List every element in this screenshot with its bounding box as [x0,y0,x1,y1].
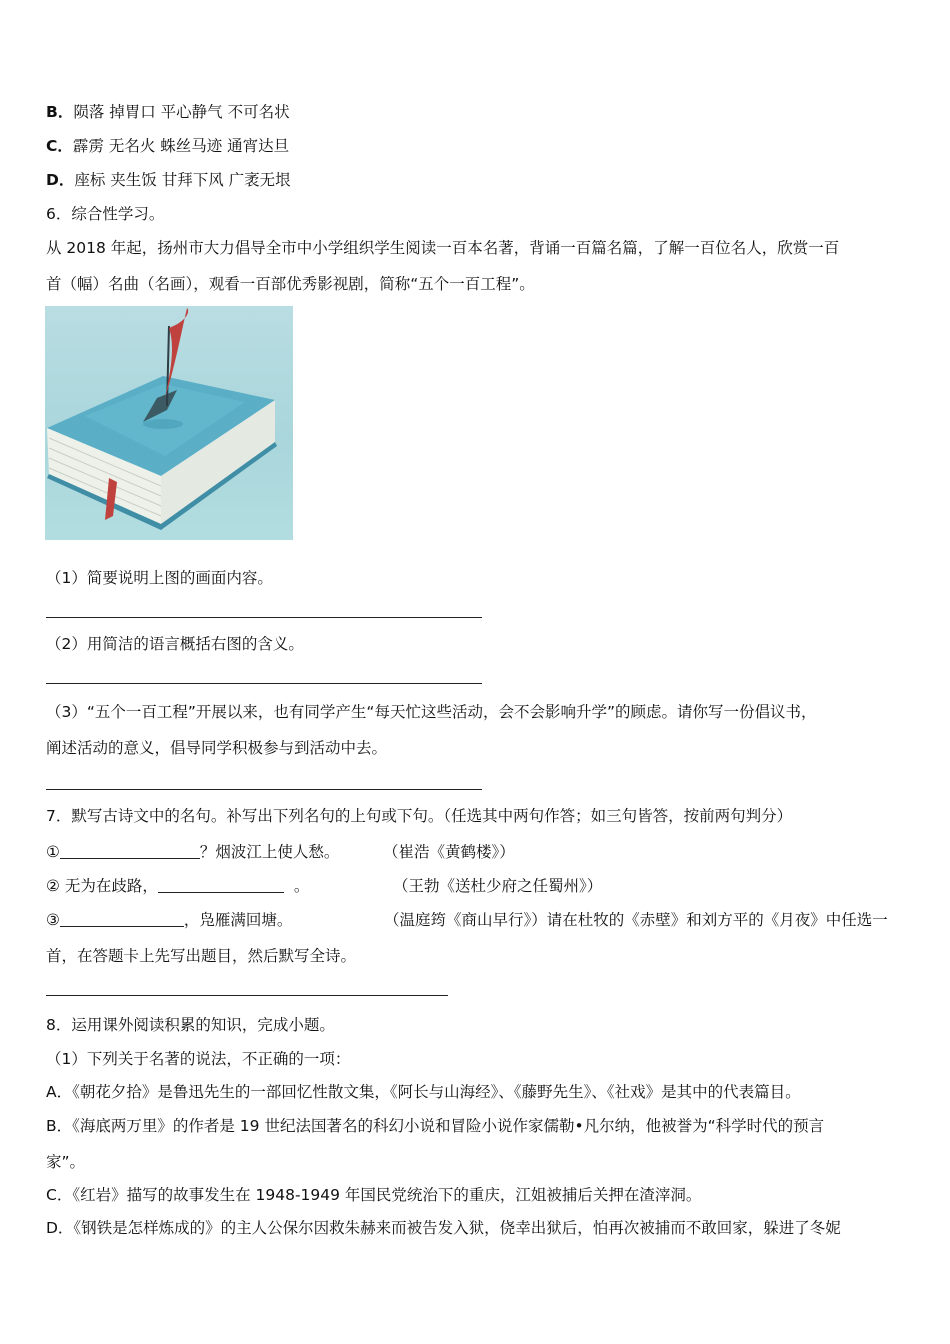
book-sailboat-drawing [45,306,293,540]
q8-option-a: A．《朝花夕拾》是鲁迅先生的一部回忆性散文集，《阿长与山海经》、《藤野先生》、《社戏》是其中的代表篇目。 [46,1083,801,1101]
item-number: ③ [46,911,60,929]
option-letter: D． [46,171,75,189]
item-text: ？烟波江上使人愁。 [199,843,340,861]
q6-sub3-line2: 阐述活动的意义，倡导同学积极参与到活动中去。 [46,739,388,757]
q8-option-c: C．《红岩》描写的故事发生在 1948-1949 年国民党统治下的重庆，江姐被捕后关押在渣滓洞。 [46,1186,702,1204]
q7-item3 [46,910,910,930]
item-text: ，凫雁满回塘。 [183,911,293,929]
option-text: 陨落 掉胃口 平心静气 不可名状 [73,103,290,121]
item-source: （王勃《送杜少府之任蜀州》） [393,877,603,895]
option-text: 霹雳 无名火 蛛丝马迹 通宵达旦 [72,137,290,155]
item-source: （崔浩《黄鹤楼》） [383,843,515,861]
q6-sub2: （2）用简洁的语言概括右图的含义。 [46,635,304,653]
option-text: 座标 夹生饭 甘拜下风 广袤无垠 [74,171,291,189]
q8-sub1: （1）下列关于名著的说法，不正确的一项： [46,1050,351,1068]
item-tail: 。 [293,877,310,895]
q6-sub1: （1）简要说明上图的画面内容。 [46,569,273,587]
q7-title: 7．默写古诗文中的名句。补写出下列名句的上句或下句。（任选其中两句作答；如三句皆答，按前两句判分） [46,807,793,825]
item-number: ① [46,843,60,861]
option-c [46,136,910,156]
q8-option-b-line1: B．《海底两万里》的作者是 19 世纪法国著名的科幻小说和冒险小说作家儒勒•凡尔纳，他被誉为“科学时代的预言 [46,1117,825,1135]
option-letter: C． [46,137,73,155]
q7-item3-continued: 首，在答题卡上先写出题目，然后默写全诗。 [46,947,357,965]
item-lead: ② 无为在歧路， [46,877,158,895]
q7-item2 [46,876,910,896]
q6-intro-line1: 从 2018 年起，扬州市大力倡导全市中小学组织学生阅读一百本名著，背诵一百篇名篇，了解一百位名人，欣赏一百 [46,239,840,257]
q6-title: 6．综合性学习。 [46,205,165,223]
fill-blank[interactable] [60,842,200,859]
book-sailboat-illustration [45,306,293,540]
water-reflection [143,419,183,429]
answer-line[interactable] [46,995,448,996]
q6-intro-line2: 首（幅）名曲（名画），观看一百部优秀影视剧，简称“五个一百工程”。 [46,275,535,293]
q6-sub3-line1: （3）“五个一百工程”开展以来，也有同学产生“每天忙这些活动，会不会影响升学”的顾虑。请你写一份倡议书， [46,703,817,721]
option-b [46,102,910,122]
q8-title: 8．运用课外阅读积累的知识，完成小题。 [46,1016,335,1034]
q7-item1 [46,842,910,862]
item-source: （温庭筠《商山早行》）请在杜牧的《赤壁》和刘方平的《月夜》中任选一 [384,911,888,929]
fill-blank[interactable] [158,876,284,893]
fill-blank[interactable] [60,910,184,927]
q8-option-b-line2: 家”。 [46,1153,86,1171]
option-d [46,170,910,190]
option-letter: B． [46,103,74,121]
answer-line[interactable] [46,683,482,684]
q8-option-d: D．《钢铁是怎样炼成的》的主人公保尔因救朱赫来而被告发入狱，侥幸出狱后，怕再次被捕而不敢回家，躲进了冬妮 [46,1219,841,1237]
answer-line[interactable] [46,617,482,618]
answer-line[interactable] [46,789,482,790]
